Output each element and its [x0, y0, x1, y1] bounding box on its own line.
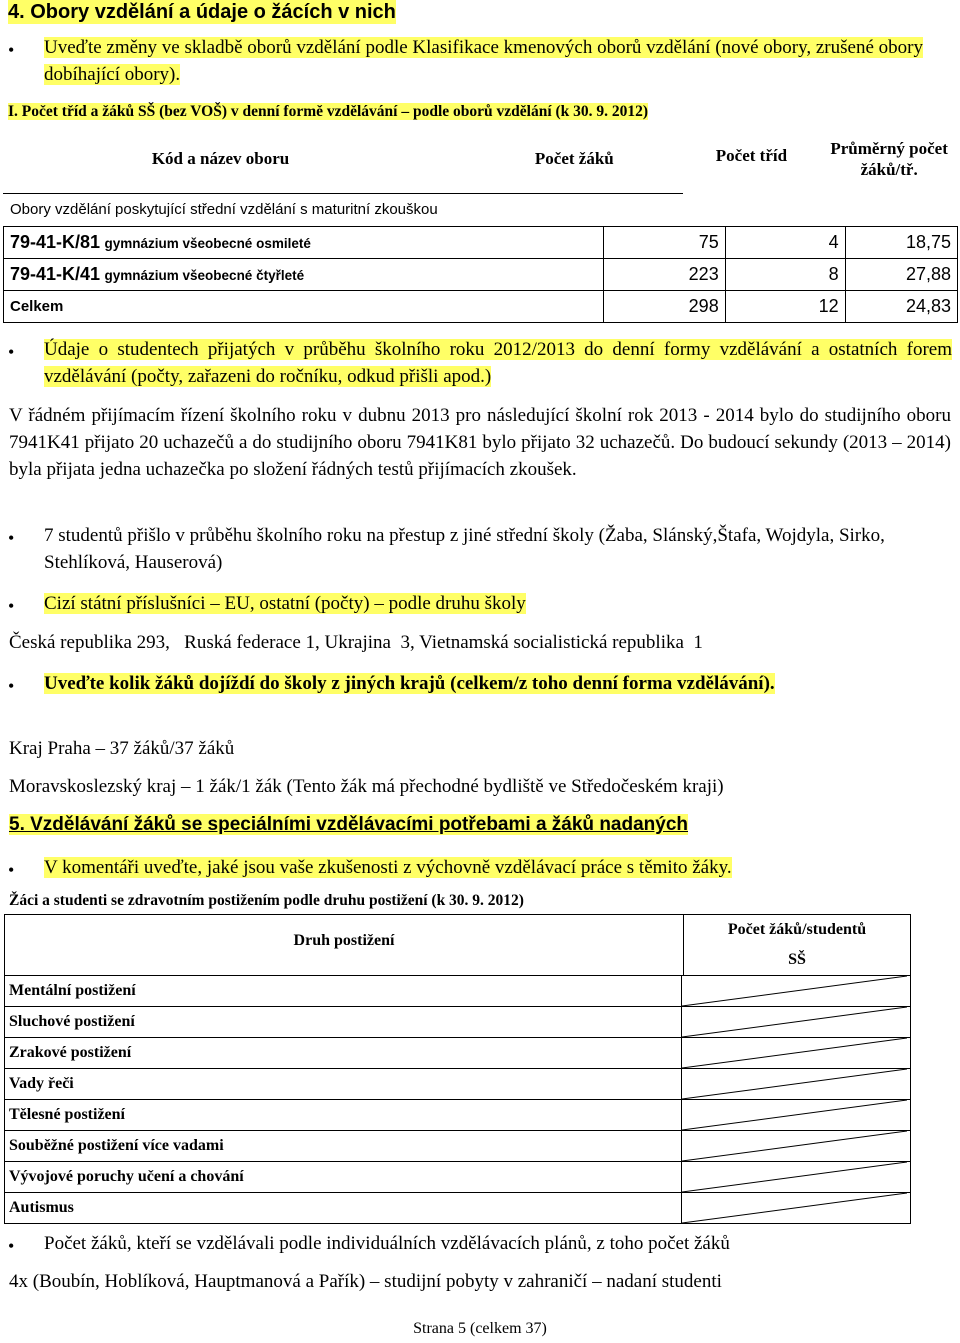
bullet-transfer: 7 studentů přišlo v průběhu školního roku na přestup z jiné střední školy (Žaba, Slánský,Štafa, Wojdyla, Sirko, Stehlíková, Hauserová) — [44, 525, 885, 573]
section-4-heading: 4. Obory vzdělání a údaje o žácích v nich — [8, 1, 396, 23]
col-count-header-line1: Počet žáků/studentů — [727, 921, 867, 938]
bullet-changes: Uveďte změny ve skladbě oborů vzdělání podle Klasifikace kmenových oborů vzdělání (nové obory, zrušené obory dobíhající obory). — [44, 37, 923, 85]
table-row — [5, 1038, 911, 1069]
count-cell — [682, 1069, 911, 1100]
bullet-icon: • — [8, 596, 15, 616]
bullet-admitted: Údaje o studentech přijatých v průběhu školního roku 2012/2013 do denní formy vzdělávání a ostatních forem vzdělávání (počty, zařazeni do ročníku, odkud přišli apod.) — [44, 339, 952, 387]
row-avg: 27,88 — [845, 259, 957, 291]
praha-line: Kraj Praha – 37 žáků/37 žáků — [9, 738, 235, 759]
bullet-individual-plans: Počet žáků, kteří se vzdělávali podle individuálních vzdělávacích plánů, z toho počet žáků — [44, 1233, 730, 1254]
row-pupils: 75 — [603, 227, 725, 259]
row-classes: 8 — [725, 259, 845, 291]
total-label: Celkem — [4, 291, 604, 323]
total-pupils: 298 — [603, 291, 725, 323]
empty-cell-diagonal — [682, 1100, 907, 1130]
table-row — [4, 227, 958, 259]
empty-cell-diagonal — [682, 1131, 907, 1161]
row-name: gymnázium všeobecné osmileté — [104, 236, 311, 251]
empty-cell-diagonal — [682, 1007, 907, 1037]
empty-cell-diagonal — [682, 1038, 907, 1068]
table-row — [5, 1193, 911, 1224]
bullet-experience: V komentáři uveďte, jaké jsou vaše zkušenosti z výchovně vzdělávací práce s těmito žáky. — [44, 857, 732, 878]
group-label: Obory vzdělání poskytující střední vzdělání s maturitní zkouškou — [10, 201, 438, 218]
count-cell — [682, 976, 911, 1007]
disability-table-body — [4, 975, 911, 1224]
page-footer: Strana 5 (celkem 37) — [413, 1320, 547, 1337]
col-count-header — [683, 915, 910, 976]
row-classes: 4 — [725, 227, 845, 259]
empty-cell-diagonal — [682, 1193, 907, 1223]
table-row — [4, 259, 958, 291]
table-row — [5, 1100, 911, 1131]
table-row — [5, 976, 911, 1007]
table-row — [5, 1162, 911, 1193]
row-code: 79-41-K/41 — [10, 264, 101, 284]
moravskoslezsky-line: Moravskoslezský kraj – 1 žák/1 žák (Tento žák má přechodné bydliště ve Středočeském kraji) — [9, 776, 724, 797]
col-name-header: Kód a název oboru Počet žáků — [3, 125, 683, 193]
row-type: Sluchové postižení — [5, 1007, 682, 1038]
empty-cell-diagonal — [682, 1069, 907, 1099]
admission-paragraph: V řádném přijímacím řízení školního roku v dubnu 2013 pro následující školní rok 2013 - 2014 bylo do studijního oboru 7941K41 přijato 20 uchazečů a do studijního oboru 7941K81 bylo přijato 32 uchazečů. Do budoucí sekundy (2013 – 2014) byla přijata jedna uchazečka po složení řádných testů přijímacích zkoušek. — [9, 405, 951, 480]
bullet-icon: • — [8, 40, 15, 60]
col-classes-header: Počet tříd — [715, 146, 788, 165]
row-type: Autismus — [5, 1193, 682, 1224]
row-avg: 18,75 — [845, 227, 957, 259]
table1-caption: I. Počet tříd a žáků SŠ (bez VOŠ) v denní formě vzdělávání – podle oborů vzdělání (k 30. 9. 2012) — [8, 103, 649, 120]
row-code: 79-41-K/81 — [10, 232, 101, 252]
empty-cell-diagonal — [682, 976, 907, 1006]
row-type: Vývojové poruchy učení a chování — [5, 1162, 682, 1193]
individual-line: 4x (Boubín, Hoblíková, Hauptmanová a Pařík) – studijní pobyty v zahraničí – nadaní studenti — [9, 1271, 722, 1292]
bullet-icon: • — [8, 860, 15, 880]
total-avg: 24,83 — [845, 291, 957, 323]
total-classes: 12 — [725, 291, 845, 323]
table-row — [5, 1007, 911, 1038]
row-name: gymnázium všeobecné čtyřleté — [104, 268, 305, 283]
row-pupils: 223 — [603, 259, 725, 291]
row-type: Zrakové postižení — [5, 1038, 682, 1069]
col-avg-header: Průměrný počet žáků/tř. — [830, 139, 948, 179]
row-type: Tělesné postižení — [5, 1100, 682, 1131]
count-cell — [682, 1162, 911, 1193]
col-type-header: Druh postižení — [5, 915, 684, 976]
table-row — [5, 1069, 911, 1100]
section-5-heading: 5. Vzdělávání žáků se speciálními vzdělávacími potřebami a žáků nadaných — [9, 814, 689, 835]
bullet-icon: • — [8, 342, 15, 362]
countries-line: Česká republika 293, Ruská federace 1, Ukrajina 3, Vietnamská socialistická republika 1 — [9, 632, 703, 653]
classes-table — [3, 125, 958, 194]
count-cell — [682, 1131, 911, 1162]
table-row — [5, 1131, 911, 1162]
bullet-commuters: Uveďte kolik žáků dojíždí do školy z jiných krajů (celkem/z toho denní forma vzdělávání). — [44, 673, 775, 694]
col-count-header-line2: SŠ — [788, 951, 806, 968]
count-cell — [682, 1193, 911, 1224]
disability-table — [4, 914, 911, 976]
count-cell — [682, 1100, 911, 1131]
table-row-total — [4, 291, 958, 323]
empty-cell-diagonal — [682, 1162, 907, 1192]
bullet-icon: • — [8, 1236, 15, 1256]
table2-caption: Žáci a studenti se zdravotním postižením podle druhu postižení (k 30. 9. 2012) — [9, 892, 524, 909]
bullet-foreigners: Cizí státní příslušníci – EU, ostatní (počty) – podle druhu školy — [44, 593, 526, 614]
row-type: Souběžné postižení více vadami — [5, 1131, 682, 1162]
bullet-icon: • — [8, 676, 15, 696]
classes-table-body — [3, 226, 958, 323]
count-cell — [682, 1007, 911, 1038]
bullet-icon: • — [8, 528, 15, 548]
row-type: Mentální postižení — [5, 976, 682, 1007]
row-type: Vady řeči — [5, 1069, 682, 1100]
count-cell — [682, 1038, 911, 1069]
